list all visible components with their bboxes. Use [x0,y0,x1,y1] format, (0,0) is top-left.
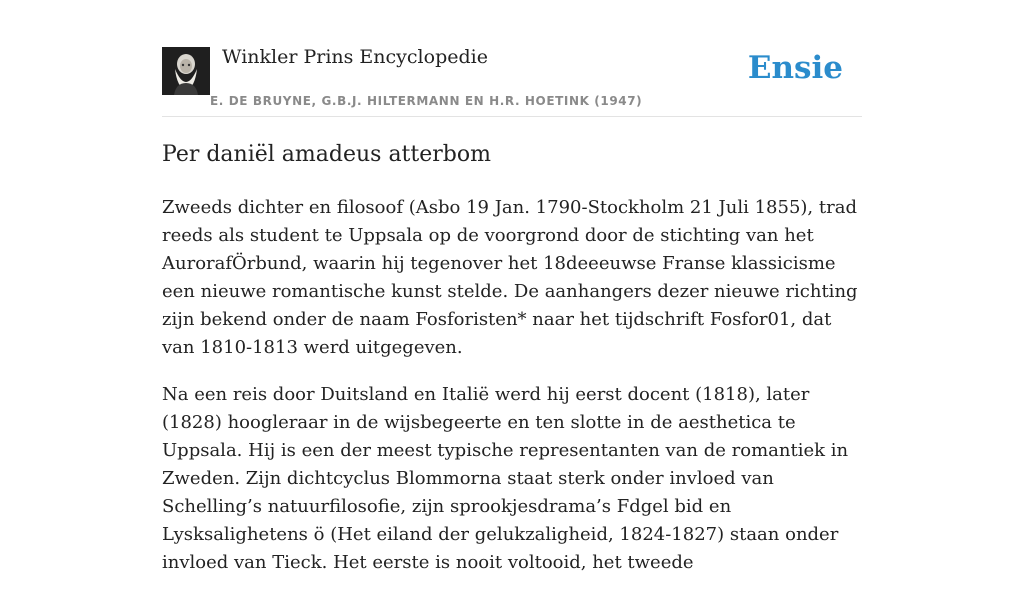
article-title: Per daniël amadeus atterbom [162,142,491,167]
article-paragraph: Zweeds dichter en filosoof (Asbo 19 Jan. 1790-Stockholm 21 Juli 1855), trad reeds als student te Uppsala op de voorgrond door de stichting van het AurorafÖrbund, waarin hij tegenover het 18deeeuwse Franse klassicisme een nieuwe romantische kunst stelde. De aanhangers dezer nieuwe richting zijn bekend onder de naam Fosforisten* naar het tijdschrift Fosfor01, dat van 1810-1813 werd uitgegeven. [162,197,858,358]
brand-logo[interactable]: Ensie [747,50,843,86]
article-paragraph: Na een reis door Duitsland en Italië werd hij eerst docent (1818), later (1828) hoogleraar in de wijsbegeerte en ten slotte in de aesthetica te Uppsala. Hij is een der meest typische representanten van de romantiek in Zweden. Zijn dichtcyclus Blommorna staat sterk onder invloed van Schelling’s natuurfilosofie, zijn sprookjesdrama’s Fdgel bid en Lysksalighetens ö (Het eiland der gelukzaligheid, 1824-1827) staan onder invloed van Tieck. Het eerste is nooit voltooid, het tweede [162,384,849,573]
site-header [162,0,862,117]
site-title[interactable]: Winkler Prins Encyclopedie [222,46,488,68]
authors-byline: E. DE BRUYNE, G.B.J. HILTERMANN EN H.R. HOETINK (1947) [210,94,643,108]
article [162,140,862,596]
bearded-man-portrait-icon[interactable] [162,47,210,95]
